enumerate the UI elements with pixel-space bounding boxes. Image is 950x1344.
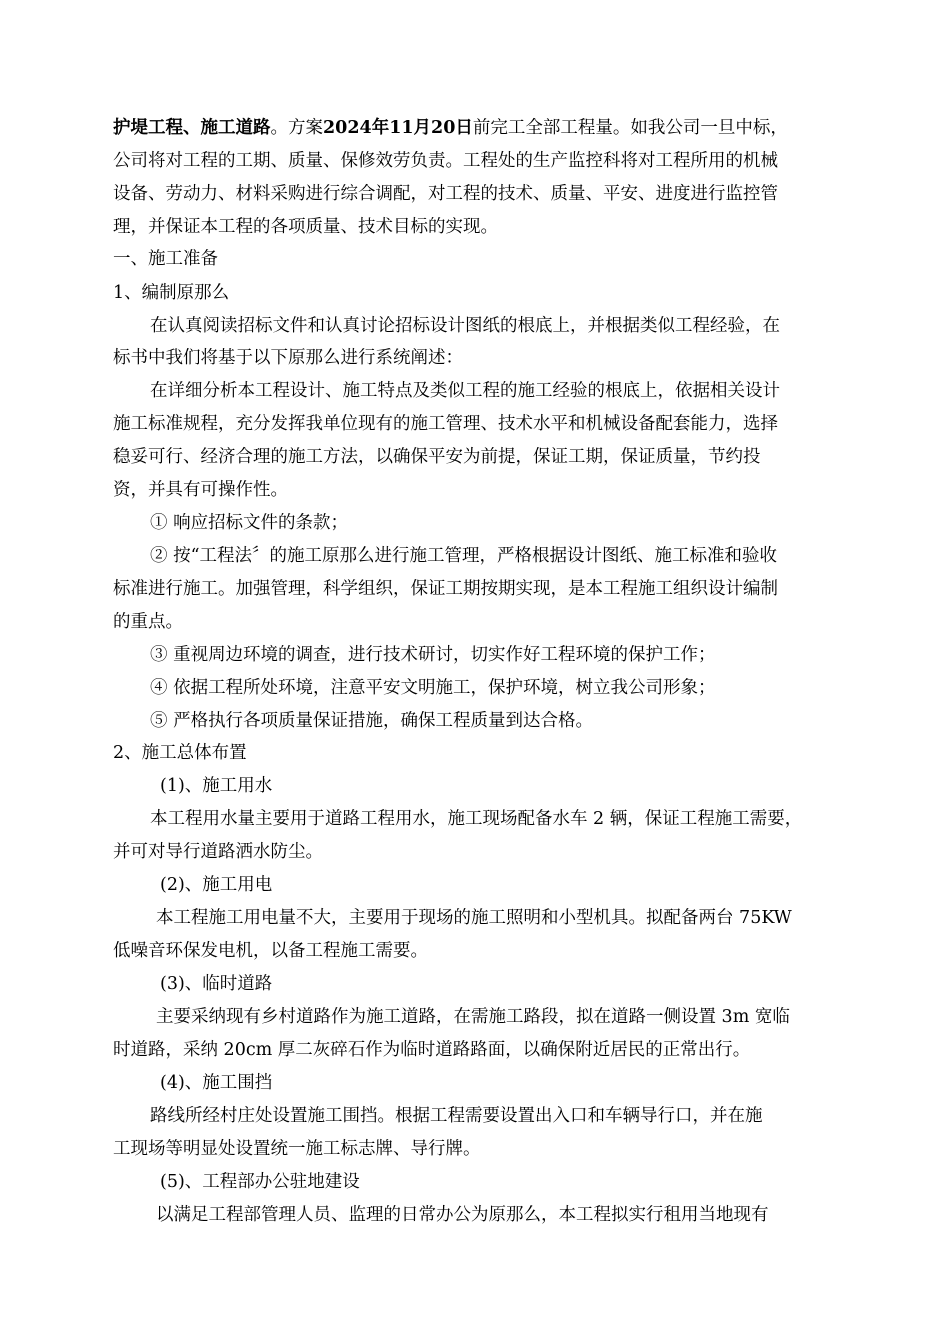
list-item: ⑤ 严格执行各项质量保证措施，确保工程质量到达合格。: [150, 711, 594, 731]
paragraph-line: 资，并具有可操作性。: [113, 480, 288, 500]
item-heading: (5)、工程部办公驻地建设: [160, 1172, 360, 1192]
paragraph-line: 本工程施工用电量不大，主要用于现场的施工照明和小型机具。拟配备两台 75KW: [156, 908, 792, 928]
paragraph-line: 标准进行施工。加强管理，科学组织，保证工期按期实现，是本工程施工组织设计编制: [113, 579, 778, 599]
list-item: ③ 重视周边环境的调查，进行技术研讨，切实作好工程环境的保护工作；: [150, 645, 716, 665]
paragraph-line: 主要采纳现有乡村道路作为施工道路，在需施工路段，拟在道路一侧设置 3m 宽临: [156, 1007, 790, 1027]
section-heading: 一、施工准备: [113, 249, 218, 269]
paragraph-line: 路线所经村庄处设置施工围挡。根据工程需要设置出入口和车辆导行口，并在施: [150, 1106, 763, 1126]
bold-date: 2024年11月20日: [323, 118, 473, 138]
list-item: ② 按“工程法〞的施工原那么进行施工管理，严格根据设计图纸、施工标准和验收: [150, 546, 778, 566]
paragraph-line: 理，并保证本工程的各项质量、技术目标的实现。: [113, 217, 498, 237]
paragraph-line: 工现场等明显处设置统一施工标志牌、导行牌。: [113, 1139, 481, 1159]
paragraph-line: 以满足工程部管理人员、监理的日常办公为原那么，本工程拟实行租用当地现有: [156, 1205, 769, 1225]
item-heading: (4)、施工围挡: [160, 1073, 273, 1093]
item-heading: (1)、施工用水: [160, 776, 273, 796]
paragraph-line: 在认真阅读招标文件和认真讨论招标设计图纸的根底上，并根据类似工程经验，在: [150, 316, 780, 336]
bold-text: 护堤工程、施工道路: [113, 118, 271, 138]
item-heading: (3)、临时道路: [160, 974, 273, 994]
paragraph-line: 稳妥可行、经济合理的施工方法，以确保平安为前提，保证工期，保证质量，节约投: [113, 447, 761, 467]
paragraph-line: 本工程用水量主要用于道路工程用水，施工现场配备水车 2 辆，保证工程施工需要，: [150, 809, 803, 829]
list-item: ① 响应招标文件的条款；: [150, 513, 349, 533]
paragraph-line: 并可对导行道路洒水防尘。: [113, 842, 323, 862]
paragraph-line: 的重点。: [113, 612, 183, 632]
paragraph-line: [113, 116, 788, 140]
subsection-heading: 2、施工总体布置: [113, 743, 247, 763]
text-run: 。方案: [270, 118, 323, 138]
paragraph-line: 设备、劳动力、材料采购进行综合调配，对工程的技术、质量、平安、进度进行监控管: [113, 184, 778, 204]
list-item: ④ 依据工程所处环境，注意平安文明施工，保护环境，树立我公司形象；: [150, 678, 716, 698]
text-run: 前完工全部工程量。如我公司一旦中标，: [472, 118, 788, 138]
paragraph-line: 公司将对工程的工期、质量、保修效劳负责。工程处的生产监控科将对工程所用的机械: [113, 151, 778, 171]
paragraph-line: 在详细分析本工程设计、施工特点及类似工程的施工经验的根底上，依据相关设计: [150, 381, 780, 401]
paragraph-line: 低噪音环保发电机，以备工程施工需要。: [113, 941, 428, 961]
paragraph-line: 标书中我们将基于以下原那么进行系统阐述：: [113, 348, 463, 368]
subsection-heading: 1、编制原那么: [113, 283, 230, 303]
paragraph-line: 时道路，采纳 20cm 厚二灰碎石作为临时道路路面，以确保附近居民的正常出行。: [113, 1040, 751, 1060]
paragraph-line: 施工标准规程，充分发挥我单位现有的施工管理、技术水平和机械设备配套能力，选择: [113, 414, 778, 434]
item-heading: (2)、施工用电: [160, 875, 273, 895]
